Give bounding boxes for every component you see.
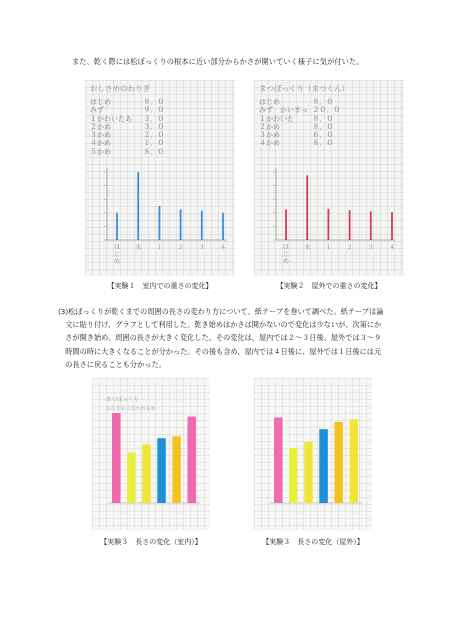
experiment1-bar-chart [85,80,235,276]
tape-bar [127,453,136,503]
experiment1-photo [85,80,235,276]
tape-bar [274,418,283,504]
tape-bar [304,442,313,503]
experiment3-outdoor-photo [254,378,372,530]
experiment3-indoor-title: まつぼっくり [106,397,140,403]
table-line: ３かめ ２．０ [90,131,165,140]
experiment2-bar-chart [254,80,404,276]
experiment2-caption: 【実験２ 屋外での重さの変化】 [276,282,382,290]
x-tick-label: じ [114,251,121,258]
section3-paragraph [58,305,403,371]
table-line: ４かめ ８．０ [259,139,334,148]
table-line: ２かめ ８．０ [259,122,334,131]
experiment3-indoor-subtitle: なにをおこなわれるか [106,406,157,412]
intro-line: また、乾く際には松ぼっくりの根本に近い部分からかさが開いていく様子に気が付いた。 [72,57,364,66]
table-line: みず ９．０ [90,106,165,115]
table-line: はじめ ８．０ [90,98,165,106]
x-tick-label: じ [283,251,290,258]
x-tick-label: め [114,258,121,265]
x-tick-label: ４ [220,244,227,251]
tape-bar [319,429,328,503]
experiment3-outdoor-chart [254,378,372,530]
x-tick-label: め [283,258,290,265]
tape-bar [188,417,197,503]
section3-line: 時間の時に大きくなることが分かった。その後も含め、屋内では４日後に、屋外では１日後には元 [58,346,382,356]
table-line: １かわいたあ ３．０ [90,114,165,123]
table-line: はじめ ８．０ [259,98,334,106]
tape-bar [289,448,298,503]
experiment2-photo [254,80,404,276]
table-line: みず かいまっ ２０．０ [259,106,341,115]
x-tick-label: １ [325,244,332,251]
section3-line: 文に貼り付け、グラフとして利用した。乾き始めはかさは開かないので変化は少ないが、次第にか [58,320,382,330]
table-line: ３かめ ６．０ [259,131,334,140]
x-tick-label: 水 [135,244,142,251]
experiment3-indoor-photo [92,378,210,530]
experiment3-indoor-caption: 【実験３ 長さの変化（室内）】 [100,538,202,546]
x-tick-label: ３ [367,244,374,251]
x-tick-label: は [114,244,121,251]
experiment1-caption: 【実験１ 室内での重さの変化】 [107,282,213,290]
table-line: １かわいた ８．０ [259,114,334,123]
table-line: ４かめ １．０ [90,139,165,148]
x-tick-label: ４ [389,244,396,251]
x-tick-label: は [283,244,290,251]
table-line: ５かめ ８．０ [90,147,165,156]
section3-line: (3)松ぼっくりが乾くまでの周囲の長さの変わり方について、紙テープを巻いて調べた。紙テープは論 [58,307,384,316]
experiment2-title: まつぼっくり（まつくん） [259,84,349,93]
experiment1-title: おしさめのわりぎ [90,84,150,93]
tape-bar [334,422,343,503]
section3-line: さが開き始め、周囲の長さが大きく変化した。その変化は、屋内では２～３日後、屋外では３～９ [58,333,382,343]
tape-bar [172,436,181,503]
x-tick-label: ２ [346,244,353,251]
x-tick-label: ２ [177,244,184,251]
tape-bar [112,413,121,503]
section3-line: の長さに戻ることも分かった。 [58,359,166,369]
tape-bar [142,445,151,504]
tape-bar [350,419,359,503]
x-tick-label: ３ [198,244,205,251]
tape-bar [157,438,166,503]
x-tick-label: １ [156,244,163,251]
experiment3-outdoor-caption: 【実験３ 長さの変化（屋外）】 [262,538,364,546]
x-tick-label: 水 [304,244,311,251]
table-line: ２かめ ３．０ [90,122,165,131]
